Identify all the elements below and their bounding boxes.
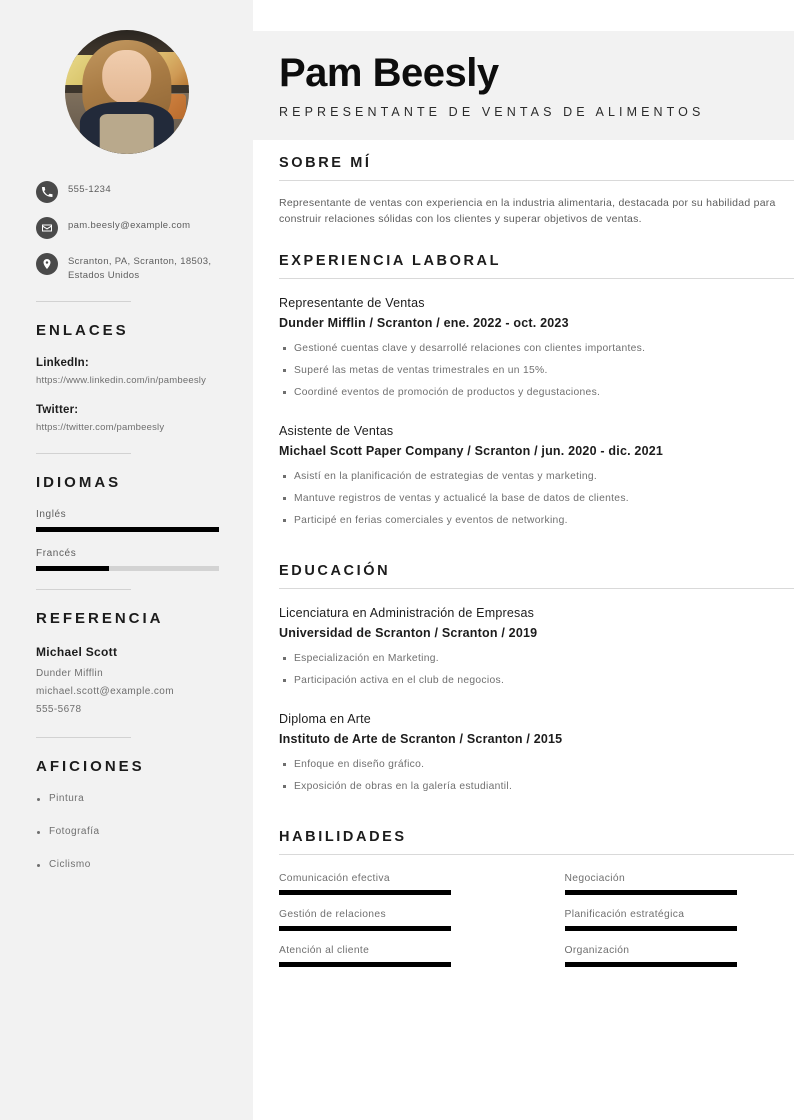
envelope-icon bbox=[36, 217, 58, 239]
experience-bullet: Superé las metas de ventas trimestrales en un 15%. bbox=[279, 360, 794, 382]
job-title: REPRESENTANTE DE VENTAS DE ALIMENTOS bbox=[279, 105, 705, 119]
skill-name: Gestión de relaciones bbox=[279, 909, 386, 920]
skill-bar-track bbox=[565, 962, 737, 967]
hobby-item: Fotografía bbox=[36, 826, 217, 837]
languages-heading: IDIOMAS bbox=[36, 474, 122, 491]
experience-bullet: Asistí en la planificación de estrategias de ventas y marketing. bbox=[279, 466, 794, 488]
experience-meta: Michael Scott Paper Company / Scranton / jun. 2020 - dic. 2021 bbox=[279, 444, 664, 458]
hobbies-heading: AFICIONES bbox=[36, 758, 145, 775]
skill-bar-track bbox=[279, 890, 451, 895]
education-section bbox=[279, 563, 794, 798]
skill-bar-fill bbox=[279, 926, 451, 931]
sidebar-divider-3 bbox=[36, 589, 131, 590]
skill-bar-fill bbox=[565, 962, 737, 967]
language-bar-track-ingles bbox=[36, 527, 219, 532]
skill-bar-fill bbox=[565, 926, 737, 931]
education-meta: Instituto de Arte de Scranton / Scranton / 2015 bbox=[279, 732, 563, 746]
skill-item bbox=[279, 869, 509, 895]
reference-heading: REFERENCIA bbox=[36, 610, 164, 627]
experience-bullet: Mantuve registros de ventas y actualicé la base de datos de clientes. bbox=[279, 488, 794, 510]
experience-bullet: Gestioné cuentas clave y desarrollé relaciones con clientes importantes. bbox=[279, 338, 794, 360]
skill-bar-fill bbox=[279, 890, 451, 895]
education-meta: Universidad de Scranton / Scranton / 2019 bbox=[279, 626, 538, 640]
about-rule bbox=[279, 180, 794, 181]
experience-section bbox=[279, 253, 794, 532]
education-entry bbox=[279, 603, 794, 692]
skill-name: Negociación bbox=[564, 873, 626, 884]
contact-email-text: pam.beesly@example.com bbox=[68, 220, 191, 231]
experience-bullet: Participé en ferias comerciales y eventos de networking. bbox=[279, 510, 794, 532]
education-bullet: Exposición de obras en la galería estudiantil. bbox=[279, 776, 794, 798]
avatar bbox=[65, 30, 189, 154]
reference-phone: 555-5678 bbox=[36, 704, 82, 715]
link-label-linkedin: LinkedIn: bbox=[36, 357, 89, 369]
hobbies-list bbox=[36, 793, 217, 870]
language-item-ingles bbox=[36, 509, 217, 532]
hobbies-section bbox=[36, 758, 217, 870]
sidebar-divider-1 bbox=[36, 301, 131, 302]
link-item-twitter[interactable] bbox=[36, 404, 217, 435]
experience-rule bbox=[279, 278, 794, 279]
link-url-twitter[interactable]: https://twitter.com/pambeesly bbox=[36, 422, 165, 433]
contact-phone bbox=[36, 180, 217, 203]
language-item-frances bbox=[36, 548, 217, 571]
sidebar bbox=[0, 0, 253, 1120]
education-rule bbox=[279, 588, 794, 589]
education-bullet: Especialización en Marketing. bbox=[279, 648, 794, 670]
hobby-item: Ciclismo bbox=[36, 859, 217, 870]
education-bullets bbox=[279, 754, 794, 798]
avatar-container bbox=[36, 30, 217, 154]
education-heading: EDUCACIÓN bbox=[279, 563, 391, 579]
language-bar-fill-frances bbox=[36, 566, 109, 571]
spacer bbox=[279, 815, 794, 829]
languages-section bbox=[36, 474, 217, 571]
experience-meta: Dunder Mifflin / Scranton / ene. 2022 - oct. 2023 bbox=[279, 316, 569, 330]
links-heading: ENLACES bbox=[36, 322, 129, 339]
contact-address-text: Scranton, PA, Scranton, 18503, Estados Unidos bbox=[68, 256, 212, 281]
skill-item bbox=[565, 905, 794, 931]
contact-address bbox=[36, 252, 217, 283]
skill-bar-fill bbox=[565, 890, 737, 895]
skill-bar-track bbox=[279, 962, 451, 967]
skill-item bbox=[565, 869, 794, 895]
link-label-twitter: Twitter: bbox=[36, 404, 79, 416]
skill-bar-track bbox=[279, 926, 451, 931]
language-name-frances: Francés bbox=[36, 548, 77, 559]
skill-bar-track bbox=[565, 926, 737, 931]
skills-heading: HABILIDADES bbox=[279, 829, 407, 845]
skills-section bbox=[279, 829, 794, 967]
skill-name: Atención al cliente bbox=[279, 945, 370, 956]
skills-rule bbox=[279, 854, 794, 855]
skill-item bbox=[565, 941, 794, 967]
experience-role: Representante de Ventas bbox=[279, 296, 425, 310]
about-heading: SOBRE MÍ bbox=[279, 155, 372, 171]
spacer bbox=[279, 549, 794, 563]
skill-name: Planificación estratégica bbox=[564, 909, 685, 920]
skill-bar-track bbox=[565, 890, 737, 895]
language-bar-track-frances bbox=[36, 566, 219, 571]
experience-entry bbox=[279, 421, 794, 532]
sidebar-divider-2 bbox=[36, 453, 131, 454]
contact-email bbox=[36, 216, 217, 239]
education-bullet: Enfoque en diseño gráfico. bbox=[279, 754, 794, 776]
experience-bullets bbox=[279, 466, 794, 532]
experience-heading: EXPERIENCIA LABORAL bbox=[279, 253, 502, 269]
language-name-ingles: Inglés bbox=[36, 509, 67, 520]
hobby-item: Pintura bbox=[36, 793, 217, 804]
about-section bbox=[279, 155, 794, 227]
skill-item bbox=[279, 941, 509, 967]
language-bar-fill-ingles bbox=[36, 527, 219, 532]
about-text: Representante de ventas con experiencia en la industria alimentaria, destacada por su habilidad para construir relaciones sólidas con los clientes y superar objetivos de ventas. bbox=[279, 197, 776, 225]
link-item-linkedin[interactable] bbox=[36, 357, 217, 388]
experience-role: Asistente de Ventas bbox=[279, 424, 394, 438]
education-bullet: Participación activa en el club de negocios. bbox=[279, 670, 794, 692]
experience-bullets bbox=[279, 338, 794, 404]
reference-email: michael.scott@example.com bbox=[36, 686, 174, 697]
education-degree: Diploma en Arte bbox=[279, 712, 371, 726]
education-degree: Licenciatura en Administración de Empresas bbox=[279, 606, 535, 620]
name-header-band bbox=[253, 31, 794, 140]
phone-icon bbox=[36, 181, 58, 203]
education-bullets bbox=[279, 648, 794, 692]
links-section bbox=[36, 322, 217, 435]
main-column bbox=[253, 0, 794, 1120]
skill-bar-fill bbox=[279, 962, 451, 967]
main-body bbox=[279, 155, 794, 969]
page-title: Pam Beesly bbox=[279, 51, 499, 95]
skill-name: Organización bbox=[564, 945, 630, 956]
photo-face bbox=[102, 50, 152, 105]
experience-entry bbox=[279, 293, 794, 404]
skill-item bbox=[279, 905, 509, 931]
contact-phone-text: 555-1234 bbox=[68, 184, 111, 195]
photo-apron bbox=[99, 114, 154, 154]
skills-grid bbox=[279, 869, 794, 967]
education-entry bbox=[279, 709, 794, 798]
link-url-linkedin[interactable]: https://www.linkedin.com/in/pambeesly bbox=[36, 375, 207, 386]
contact-list bbox=[36, 180, 217, 283]
skill-name: Comunicación efectiva bbox=[279, 873, 390, 884]
experience-bullet: Coordiné eventos de promoción de productos y degustaciones. bbox=[279, 382, 794, 404]
reference-section bbox=[36, 610, 217, 719]
sidebar-divider-4 bbox=[36, 737, 131, 738]
reference-company: Dunder Mifflin bbox=[36, 668, 104, 679]
location-pin-icon bbox=[36, 253, 58, 275]
reference-name: Michael Scott bbox=[36, 645, 118, 659]
